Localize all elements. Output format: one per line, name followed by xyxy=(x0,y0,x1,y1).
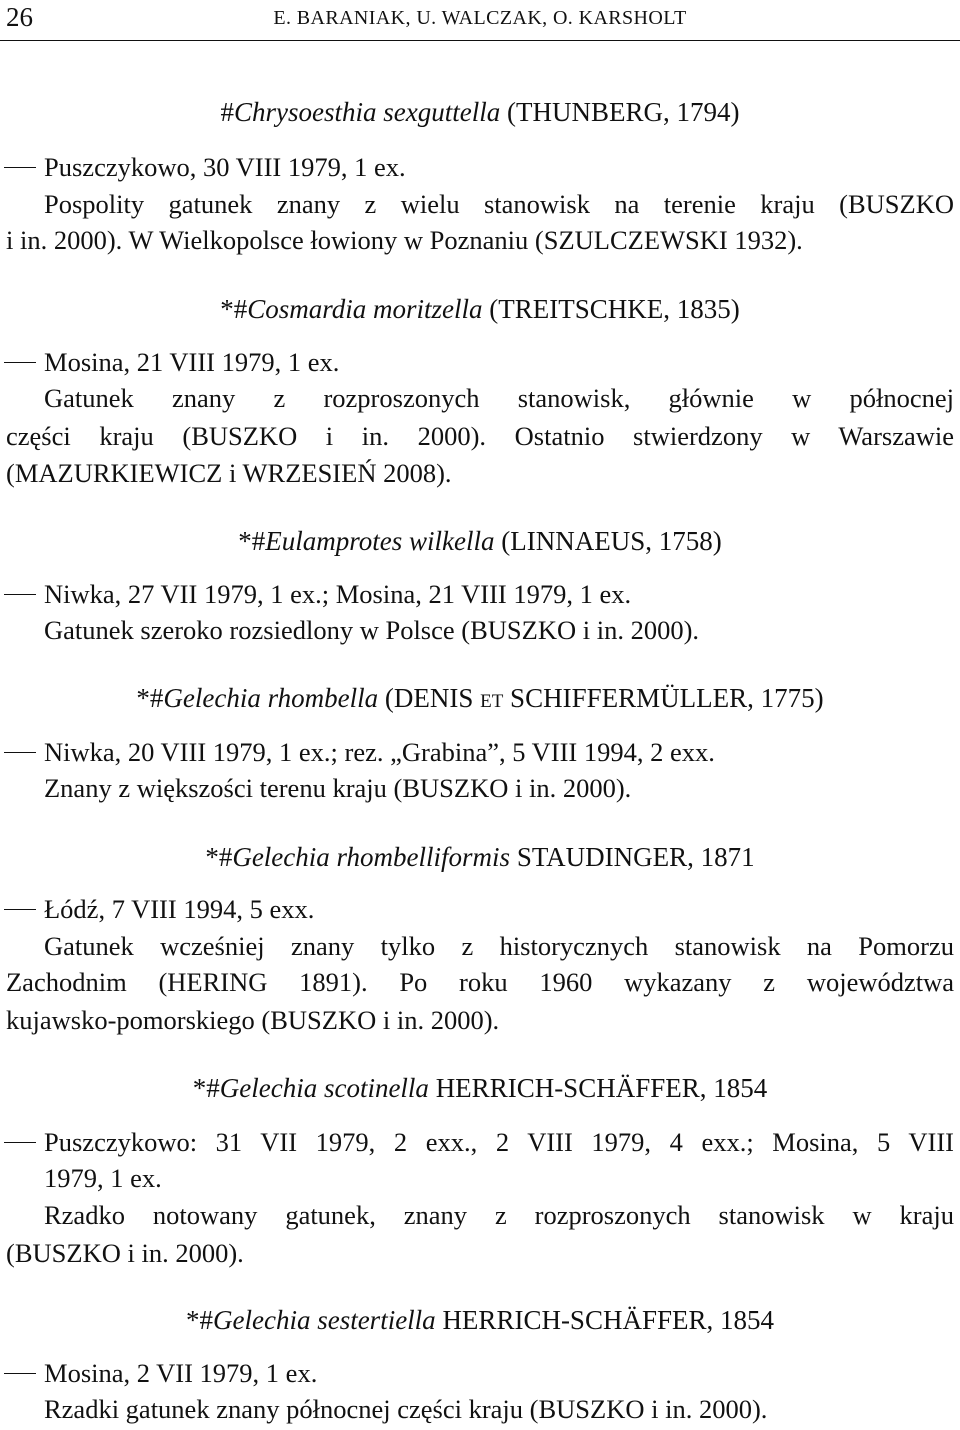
text-line: Gatunek znany z rozproszonych stanowisk, głównie w północnej xyxy=(44,383,954,413)
species-title xyxy=(0,95,960,129)
species-authority: (THUNBERG, 1794) xyxy=(506,97,740,127)
species-name: Gelechia rhombelliformis xyxy=(232,842,511,872)
species-authority: HERRICH-SCHÄFFER, 1854 xyxy=(435,1073,768,1103)
species-title xyxy=(0,681,960,715)
text-line: Rzadki gatunek znany północnej części kraju (BUSZKO i in. 2000). xyxy=(44,1394,768,1424)
text-line: Pospolity gatunek znany z wielu stanowisk na terenie kraju (BUSZKO xyxy=(44,189,954,219)
species-name: Eulamprotes wilkella xyxy=(265,526,495,556)
page-header xyxy=(0,0,960,41)
text-line: Gatunek wcześniej znany tylko z historycznych stanowisk na Pomorzu xyxy=(44,931,954,961)
record-line: Puszczykowo, 30 VIII 1979, 1 ex. xyxy=(44,152,406,182)
record-dash xyxy=(4,909,36,910)
species-authority: (DENIS et SCHIFFERMÜLLER, 1775) xyxy=(384,683,824,713)
record-line: Mosina, 2 VII 1979, 1 ex. xyxy=(44,1358,318,1388)
species-name: Gelechia sestertiella xyxy=(213,1305,436,1335)
record-dash xyxy=(4,752,36,753)
text-line: Zachodnim (HERING 1891). Po roku 1960 wykazany z województwa xyxy=(6,967,954,997)
species-title xyxy=(0,524,960,558)
species-title xyxy=(0,1071,960,1105)
record-line: 1979, 1 ex. xyxy=(44,1163,162,1193)
record-dash xyxy=(4,594,36,595)
species-name: Cosmardia moritzella xyxy=(247,294,483,324)
species-authority: STAUDINGER, 1871 xyxy=(516,842,755,872)
record-dash xyxy=(4,1142,36,1143)
species-name: Gelechia scotinella xyxy=(219,1073,429,1103)
text-line: Znany z większości terenu kraju (BUSZKO i in. 2000). xyxy=(44,773,632,803)
species-name: Gelechia rhombella xyxy=(163,683,379,713)
text-line: kujawsko-pomorskiego (BUSZKO i in. 2000). xyxy=(6,1005,500,1035)
text-line: (BUSZKO i in. 2000). xyxy=(6,1238,244,1268)
text-line: części kraju (BUSZKO i in. 2000). Ostatnio stwierdzony w Warszawie xyxy=(6,421,954,451)
species-title xyxy=(0,292,960,326)
species-prefix: *# xyxy=(192,1073,220,1103)
text-line: Gatunek szeroko rozsiedlony w Polsce (BUSZKO i in. 2000). xyxy=(44,615,700,645)
record-line: Niwka, 27 VII 1979, 1 ex.; Mosina, 21 VIII 1979, 1 ex. xyxy=(44,579,632,609)
text-line: i in. 2000). W Wielkopolsce łowiony w Poznaniu (SZULCZEWSKI 1932). xyxy=(6,225,803,255)
species-prefix: *# xyxy=(205,842,233,872)
species-name: Chrysoesthia sexguttella xyxy=(234,97,501,127)
record-line: Mosina, 21 VIII 1979, 1 ex. xyxy=(44,347,340,377)
running-head-authors: E. BARANIAK, U. WALCZAK, O. KARSHOLT xyxy=(273,7,687,29)
species-authority: (TREITSCHKE, 1835) xyxy=(489,294,740,324)
record-dash xyxy=(4,1373,36,1374)
species-authority: HERRICH-SCHÄFFER, 1854 xyxy=(442,1305,774,1335)
record-dash xyxy=(4,167,36,168)
species-title xyxy=(0,1303,960,1337)
page-number: 26 xyxy=(6,2,33,32)
species-title xyxy=(0,840,960,874)
record-line: Puszczykowo: 31 VII 1979, 2 exx., 2 VIII 1979, 4 exx.; Mosina, 5 VIII xyxy=(44,1127,954,1157)
species-prefix: *# xyxy=(220,294,248,324)
text-line: Rzadko notowany gatunek, znany z rozproszonych stanowisk w kraju xyxy=(44,1200,954,1230)
record-line: Niwka, 20 VIII 1979, 1 ex.; rez. „Grabina”, 5 VIII 1994, 2 exx. xyxy=(44,737,715,767)
text-line: (MAZURKIEWICZ i WRZESIEŃ 2008). xyxy=(6,458,452,488)
record-line: Łódź, 7 VIII 1994, 5 exx. xyxy=(44,894,315,924)
species-prefix: *# xyxy=(136,683,164,713)
species-prefix: *# xyxy=(186,1305,213,1335)
species-prefix: # xyxy=(220,97,235,127)
species-authority: (LINNAEUS, 1758) xyxy=(501,526,722,556)
species-prefix: *# xyxy=(238,526,266,556)
record-dash xyxy=(4,362,36,363)
